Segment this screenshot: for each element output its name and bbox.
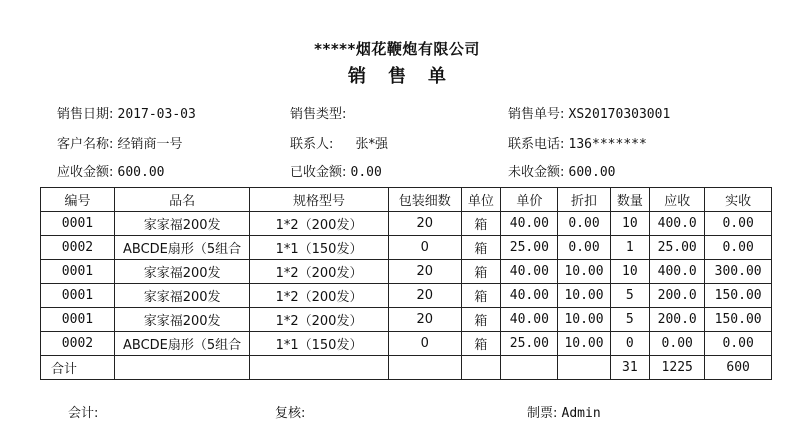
- cell-discount: 10.00: [558, 308, 610, 332]
- receivable-field: [57, 161, 165, 180]
- maker-label: 制票:: [527, 406, 558, 421]
- sale-number-label: 销售单号:: [508, 107, 565, 122]
- cell-quantity: 0: [610, 332, 650, 356]
- cell-receivable: 200.0: [650, 284, 705, 308]
- customer-value: 经销商一号: [117, 137, 183, 152]
- unreceived-value: 600.00: [568, 165, 616, 180]
- cell-code: 0001: [41, 260, 115, 284]
- sale-type-field: [290, 103, 346, 122]
- sale-type-label: 销售类型:: [290, 107, 347, 122]
- receivable-label: 应收金额:: [57, 165, 114, 180]
- column-header-code: 编号: [41, 188, 115, 212]
- column-header-discount: 折扣: [558, 188, 610, 212]
- sale-date-label: 销售日期:: [57, 107, 114, 122]
- reviewer-label: 复核:: [275, 406, 306, 421]
- total-received: 600: [705, 356, 772, 380]
- column-header-pack-count: 包装细数: [388, 188, 461, 212]
- cell-price: 40.00: [501, 260, 558, 284]
- table-row: [41, 236, 772, 260]
- cell-quantity: 10: [610, 260, 650, 284]
- cell-unit: 箱: [461, 212, 501, 236]
- cell-code: 0002: [41, 332, 115, 356]
- cell-quantity: 5: [610, 284, 650, 308]
- table-header-row: [41, 188, 772, 212]
- cell-code: 0002: [41, 236, 115, 260]
- customer-field: [57, 133, 183, 152]
- cell-spec: 1*2（200发）: [250, 284, 388, 308]
- cell-pack-count: 20: [388, 212, 461, 236]
- total-empty-cell: [250, 356, 388, 380]
- sale-date-value: 2017-03-03: [117, 107, 196, 122]
- table-row: [41, 212, 772, 236]
- sale-number-value: XS20170303001: [568, 107, 671, 122]
- contact-value: 张*强: [355, 137, 389, 152]
- cell-received: 0.00: [705, 236, 772, 260]
- cell-price: 25.00: [501, 236, 558, 260]
- total-empty-cell: [558, 356, 610, 380]
- maker-signature: [527, 402, 601, 421]
- cell-code: 0001: [41, 308, 115, 332]
- cell-discount: 10.00: [558, 260, 610, 284]
- cell-received: 0.00: [705, 332, 772, 356]
- table-row: [41, 308, 772, 332]
- phone-label: 联系电话:: [508, 137, 565, 152]
- cell-product: 家家福200发: [114, 308, 249, 332]
- table-row: [41, 332, 772, 356]
- cell-pack-count: 0: [388, 332, 461, 356]
- cell-price: 40.00: [501, 284, 558, 308]
- cell-discount: 10.00: [558, 284, 610, 308]
- contact-label: 联系人:: [290, 137, 334, 152]
- cell-product: 家家福200发: [114, 212, 249, 236]
- phone-field: [508, 133, 647, 152]
- table-row: [41, 284, 772, 308]
- cell-discount: 0.00: [558, 236, 610, 260]
- cell-unit: 箱: [461, 284, 501, 308]
- contact-field: [290, 133, 388, 152]
- cell-product: 家家福200发: [114, 260, 249, 284]
- column-header-price: 单价: [501, 188, 558, 212]
- cell-received: 150.00: [705, 308, 772, 332]
- cell-receivable: 400.0: [650, 212, 705, 236]
- total-empty-cell: [388, 356, 461, 380]
- cell-received: 0.00: [705, 212, 772, 236]
- cell-unit: 箱: [461, 308, 501, 332]
- cell-quantity: 10: [610, 212, 650, 236]
- cell-spec: 1*2（200发）: [250, 212, 388, 236]
- receivable-value: 600.00: [117, 165, 165, 180]
- cell-spec: 1*1（150发）: [250, 332, 388, 356]
- cell-receivable: 200.0: [650, 308, 705, 332]
- total-label: 合计: [41, 356, 115, 380]
- cell-receivable: 400.0: [650, 260, 705, 284]
- company-name: *****烟花鞭炮有限公司: [314, 40, 480, 58]
- column-header-unit: 单位: [461, 188, 501, 212]
- cell-pack-count: 0: [388, 236, 461, 260]
- total-empty-cell: [461, 356, 501, 380]
- sale-number-field: [508, 103, 670, 122]
- total-quantity: 31: [610, 356, 650, 380]
- received-field: [290, 161, 382, 180]
- cell-code: 0001: [41, 284, 115, 308]
- cell-spec: 1*2（200发）: [250, 260, 388, 284]
- cell-price: 40.00: [501, 308, 558, 332]
- cell-pack-count: 20: [388, 308, 461, 332]
- cell-unit: 箱: [461, 332, 501, 356]
- sale-date-field: [57, 103, 196, 122]
- cell-received: 300.00: [705, 260, 772, 284]
- total-empty-cell: [114, 356, 249, 380]
- column-header-quantity: 数量: [610, 188, 650, 212]
- received-value: 0.00: [350, 165, 382, 180]
- cell-product: 家家福200发: [114, 284, 249, 308]
- cell-receivable: 25.00: [650, 236, 705, 260]
- total-receivable: 1225: [650, 356, 705, 380]
- cell-pack-count: 20: [388, 260, 461, 284]
- received-label: 已收金额:: [290, 165, 347, 180]
- cell-product: ABCDE扇形（5组合: [114, 332, 249, 356]
- cell-pack-count: 20: [388, 284, 461, 308]
- column-header-received: 实收: [705, 188, 772, 212]
- cell-discount: 0.00: [558, 212, 610, 236]
- column-header-receivable: 应收: [650, 188, 705, 212]
- maker-value: Admin: [561, 406, 601, 421]
- cell-price: 25.00: [501, 332, 558, 356]
- unreceived-field: [508, 161, 616, 180]
- document-title: 销售单: [348, 66, 468, 87]
- cell-discount: 10.00: [558, 332, 610, 356]
- reviewer-signature: [275, 402, 305, 421]
- cell-receivable: 0.00: [650, 332, 705, 356]
- cell-quantity: 1: [610, 236, 650, 260]
- cell-product: ABCDE扇形（5组合: [114, 236, 249, 260]
- column-header-spec: 规格型号: [250, 188, 388, 212]
- cell-unit: 箱: [461, 236, 501, 260]
- customer-label: 客户名称:: [57, 137, 114, 152]
- column-header-product: 品名: [114, 188, 249, 212]
- sales-items-table: [40, 187, 772, 380]
- accountant-signature: [68, 402, 98, 421]
- cell-code: 0001: [41, 212, 115, 236]
- accountant-label: 会计:: [68, 406, 99, 421]
- cell-unit: 箱: [461, 260, 501, 284]
- phone-value: 136*******: [568, 137, 647, 152]
- cell-spec: 1*2（200发）: [250, 308, 388, 332]
- table-row: [41, 260, 772, 284]
- unreceived-label: 未收金额:: [508, 165, 565, 180]
- total-empty-cell: [501, 356, 558, 380]
- cell-spec: 1*1（150发）: [250, 236, 388, 260]
- cell-price: 40.00: [501, 212, 558, 236]
- cell-quantity: 5: [610, 308, 650, 332]
- cell-received: 150.00: [705, 284, 772, 308]
- table-total-row: [41, 356, 772, 380]
